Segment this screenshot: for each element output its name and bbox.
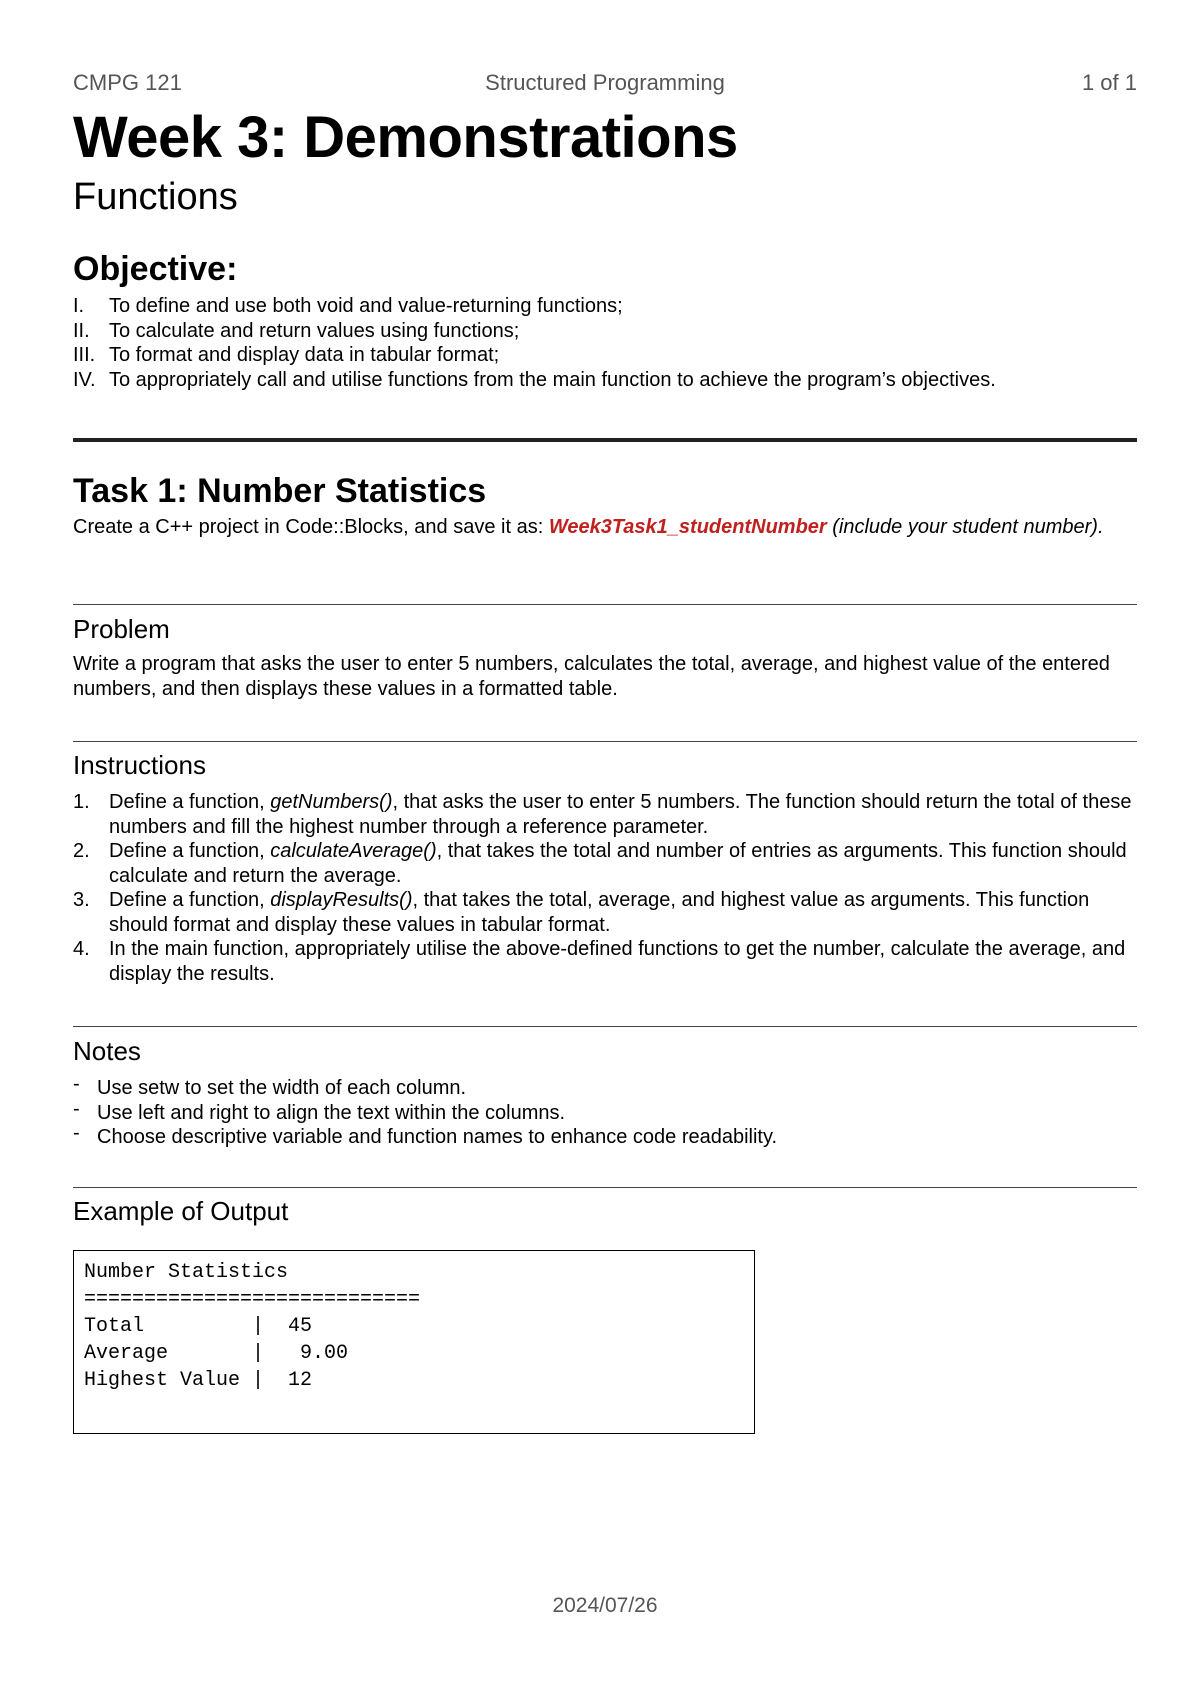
problem-divider: [73, 604, 1137, 605]
function-name: displayResults(): [270, 889, 413, 911]
page-subtitle: Functions: [73, 176, 238, 218]
instruction-item: [73, 790, 1137, 839]
objective-item-text: To format and display data in tabular format;: [109, 344, 500, 366]
objective-item-text: To appropriately call and utilise functions from the main function to achieve the program’s objectives.: [109, 368, 996, 391]
objective-item: [73, 319, 1173, 344]
function-name: getNumbers(): [270, 791, 393, 813]
function-name: calculateAverage(): [270, 840, 437, 862]
objective-item-number: III.: [73, 344, 96, 366]
objective-heading: Objective:: [73, 250, 238, 288]
note-dash: -: [73, 1097, 80, 1120]
note-text: Use left and right to align the text within the columns.: [97, 1101, 566, 1124]
problem-text: Write a program that asks the user to enter 5 numbers, calculates the total, average, and highest value of the entered numbers, and then displays these values in a formatted table.: [73, 653, 1110, 700]
example-heading: Example of Output: [73, 1196, 289, 1226]
note-dash: -: [73, 1073, 80, 1095]
instructions-list: [73, 790, 1137, 986]
instruction-item: [73, 888, 1137, 937]
problem-heading: Problem: [73, 614, 170, 644]
instructions-divider: [73, 741, 1137, 742]
task-intro: [73, 514, 1137, 541]
instruction-text-pre: Define a function,: [109, 889, 271, 911]
instruction-text-pre: In the main function, appropriately utilise the above-defined functions to get the number, calculate the average, and display the results.: [109, 938, 1126, 985]
objective-item-number: IV.: [73, 368, 96, 391]
instructions-heading: Instructions: [73, 750, 206, 780]
objective-item-text: To calculate and return values using functions;: [109, 319, 520, 342]
note-item: [73, 1122, 1137, 1150]
objective-item-number: II.: [73, 319, 90, 342]
output-line: Highest Value | 12: [84, 1369, 313, 1392]
note-text: Use setw to set the width of each column.: [97, 1077, 467, 1099]
page-title: Week 3: Demonstrations: [73, 105, 738, 170]
objective-list: [73, 294, 1173, 392]
instruction-text-pre: Define a function,: [109, 840, 271, 862]
objective-item-number: I.: [73, 295, 85, 317]
instruction-item: [73, 937, 1137, 986]
course-code: CMPG 121: [73, 70, 182, 95]
subject-name: Structured Programming: [485, 70, 725, 95]
instruction-text-pre: Define a function,: [109, 791, 271, 813]
task-intro-prefix: Create a C++ project in Code::Blocks, and save it as:: [73, 516, 549, 538]
project-name: Week3Task1_studentNumber: [548, 516, 827, 538]
output-line: Average | 9.00: [84, 1342, 349, 1365]
objective-item-text: To define and use both void and value-returning functions;: [109, 295, 623, 317]
example-output-box: [73, 1250, 755, 1434]
objective-item: [73, 343, 1173, 368]
instruction-text-post: , that takes the total and number of entries as arguments. This function should calculate and return the average.: [109, 840, 1127, 887]
note-dash: -: [73, 1122, 80, 1144]
notes-divider: [73, 1026, 1137, 1027]
task-intro-suffix: (include your student number).: [826, 516, 1104, 538]
objective-item: [73, 368, 1173, 393]
output-line: ============================: [84, 1288, 421, 1311]
console-output: [74, 1251, 754, 1402]
instruction-number: 1.: [73, 791, 90, 813]
example-divider: [73, 1187, 1137, 1188]
note-item: [73, 1097, 1137, 1126]
note-item: [73, 1073, 1137, 1101]
instruction-number: 3.: [73, 889, 90, 911]
instruction-number: 4.: [73, 938, 90, 960]
instruction-text-post: , that asks the user to enter 5 numbers. The function should return the total of these numbers and fill the highest number through a reference parameter.: [109, 791, 1132, 838]
instruction-item: [73, 839, 1137, 888]
instruction-number: 2.: [73, 840, 90, 862]
page-header: [73, 70, 1137, 100]
note-text: Choose descriptive variable and function names to enhance code readability.: [97, 1126, 778, 1148]
output-line: Number Statistics: [84, 1261, 289, 1284]
task-heading: Task 1: Number Statistics: [73, 472, 487, 510]
instruction-text-post: , that takes the total, average, and highest value as arguments. This function should format and display these values in tabular format.: [109, 889, 1090, 936]
section-divider: [73, 438, 1137, 442]
output-line: Total | 45: [84, 1315, 313, 1338]
page-number: 1 of 1: [1081, 70, 1137, 95]
objective-item: [73, 294, 1173, 319]
page-footer-date: 2024/07/26: [552, 1594, 658, 1617]
notes-heading: Notes: [73, 1036, 141, 1066]
notes-list: [73, 1073, 1137, 1150]
